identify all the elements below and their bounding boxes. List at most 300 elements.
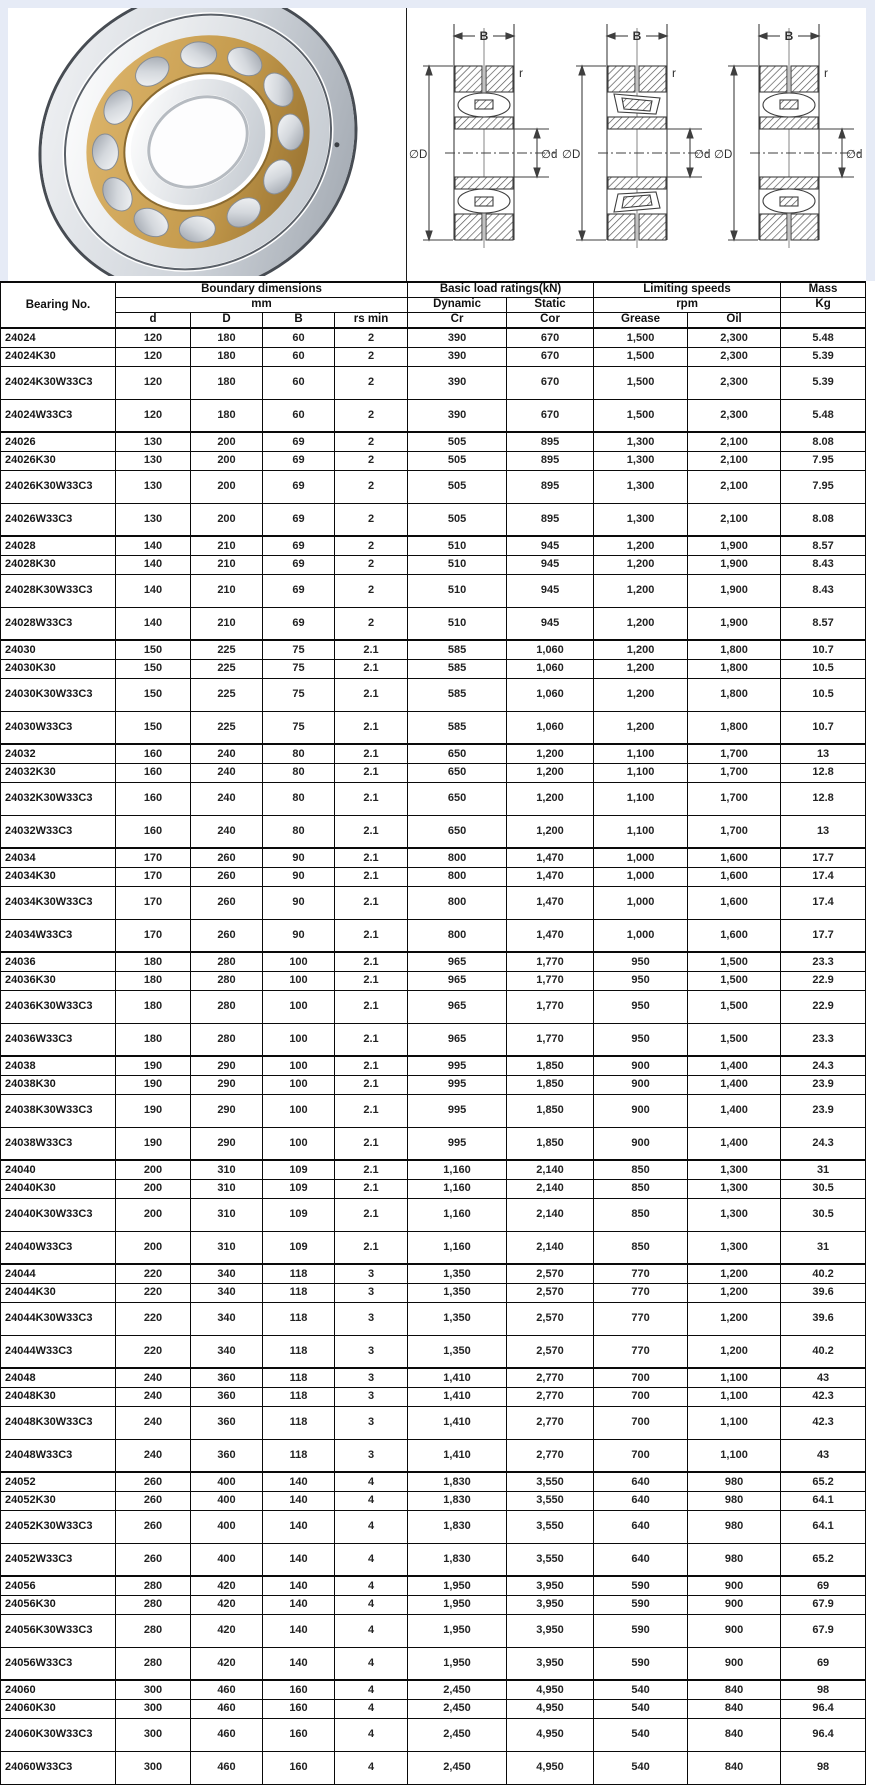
value-cell: 2,450 [408, 1718, 507, 1751]
technical-drawings-cell [406, 8, 866, 281]
value-cell: 130 [116, 470, 191, 503]
value-cell: 200 [191, 470, 263, 503]
value-cell: 210 [191, 574, 263, 607]
header-rs-min: rs min [335, 312, 408, 328]
value-cell: 200 [116, 1179, 191, 1198]
bearing-no-cell: 24040W33C3 [1, 1231, 116, 1264]
table-row [1, 1231, 866, 1264]
value-cell: 4,950 [507, 1751, 594, 1784]
value-cell: 160 [116, 763, 191, 782]
value-cell: 1,000 [594, 886, 688, 919]
bearing-no-cell: 24028W33C3 [1, 607, 116, 640]
table-row [1, 347, 866, 366]
value-cell: 895 [507, 432, 594, 451]
value-cell: 1,100 [688, 1439, 781, 1472]
value-cell: 2,100 [688, 451, 781, 470]
value-cell: 1,300 [594, 503, 688, 536]
value-cell: 400 [191, 1472, 263, 1491]
value-cell: 1,100 [688, 1406, 781, 1439]
value-cell: 3 [335, 1264, 408, 1283]
value-cell: 460 [191, 1718, 263, 1751]
value-cell: 1,410 [408, 1368, 507, 1387]
value-cell: 840 [688, 1718, 781, 1751]
value-cell: 1,300 [688, 1160, 781, 1179]
value-cell: 1,300 [594, 470, 688, 503]
value-cell: 140 [263, 1576, 335, 1595]
value-cell: 1,700 [688, 815, 781, 848]
value-cell: 240 [116, 1439, 191, 1472]
value-cell: 2,770 [507, 1406, 594, 1439]
value-cell: 900 [688, 1614, 781, 1647]
value-cell: 180 [191, 399, 263, 432]
value-cell: 2.1 [335, 886, 408, 919]
value-cell: 7.95 [781, 470, 866, 503]
bearing-no-cell: 24032 [1, 744, 116, 763]
value-cell: 1,350 [408, 1283, 507, 1302]
bearing-no-cell: 24024 [1, 328, 116, 347]
table-row [1, 1023, 866, 1056]
value-cell: 850 [594, 1198, 688, 1231]
value-cell: 300 [116, 1680, 191, 1699]
table-row [1, 555, 866, 574]
value-cell: 150 [116, 659, 191, 678]
value-cell: 4 [335, 1751, 408, 1784]
value-cell: 67.9 [781, 1614, 866, 1647]
bearing-no-cell: 24036K30 [1, 971, 116, 990]
value-cell: 950 [594, 1023, 688, 1056]
value-cell: 420 [191, 1595, 263, 1614]
value-cell: 1,100 [688, 1387, 781, 1406]
value-cell: 140 [116, 574, 191, 607]
value-cell: 800 [408, 867, 507, 886]
value-cell: 10.7 [781, 640, 866, 659]
value-cell: 1,000 [594, 848, 688, 867]
value-cell: 1,200 [594, 536, 688, 555]
value-cell: 1,300 [594, 432, 688, 451]
value-cell: 900 [594, 1094, 688, 1127]
value-cell: 640 [594, 1510, 688, 1543]
value-cell: 2.1 [335, 1179, 408, 1198]
value-cell: 290 [191, 1094, 263, 1127]
value-cell: 4,950 [507, 1680, 594, 1699]
value-cell: 130 [116, 432, 191, 451]
value-cell: 160 [263, 1751, 335, 1784]
table-row [1, 1075, 866, 1094]
bearing-no-cell: 24056 [1, 1576, 116, 1595]
value-cell: 2.1 [335, 1198, 408, 1231]
value-cell: 770 [594, 1335, 688, 1368]
bearing-no-cell: 24024W33C3 [1, 399, 116, 432]
header-B: B [263, 312, 335, 328]
value-cell: 200 [191, 432, 263, 451]
value-cell: 60 [263, 328, 335, 347]
value-cell: 310 [191, 1179, 263, 1198]
value-cell: 160 [263, 1699, 335, 1718]
value-cell: 190 [116, 1127, 191, 1160]
value-cell: 3,950 [507, 1595, 594, 1614]
value-cell: 180 [191, 366, 263, 399]
value-cell: 1,950 [408, 1647, 507, 1680]
value-cell: 1,500 [594, 399, 688, 432]
value-cell: 2.1 [335, 848, 408, 867]
table-row [1, 763, 866, 782]
bearing-no-cell: 24034K30 [1, 867, 116, 886]
value-cell: 1,850 [507, 1056, 594, 1075]
value-cell: 2.1 [335, 1231, 408, 1264]
bearing-no-cell: 24052W33C3 [1, 1543, 116, 1576]
value-cell: 10.5 [781, 659, 866, 678]
value-cell: 505 [408, 470, 507, 503]
value-cell: 17.4 [781, 886, 866, 919]
value-cell: 4,950 [507, 1718, 594, 1751]
value-cell: 2.1 [335, 867, 408, 886]
value-cell: 2 [335, 399, 408, 432]
table-row [1, 1056, 866, 1075]
value-cell: 2,770 [507, 1387, 594, 1406]
dim-label-Od: ∅d [693, 149, 710, 161]
value-cell: 965 [408, 952, 507, 971]
table-row [1, 1335, 866, 1368]
header-basic-load-ratings: Basic load ratings(kN) [408, 282, 594, 297]
value-cell: 1,830 [408, 1491, 507, 1510]
value-cell: 69 [263, 536, 335, 555]
spherical-roller-bearing-photo [8, 8, 388, 276]
header-cor: Cor [507, 312, 594, 328]
value-cell: 180 [116, 1023, 191, 1056]
value-cell: 3,550 [507, 1543, 594, 1576]
value-cell: 120 [116, 347, 191, 366]
value-cell: 240 [116, 1368, 191, 1387]
value-cell: 1,100 [594, 763, 688, 782]
value-cell: 150 [116, 678, 191, 711]
value-cell: 505 [408, 451, 507, 470]
bearing-no-cell: 24056W33C3 [1, 1647, 116, 1680]
value-cell: 850 [594, 1231, 688, 1264]
dim-label-r: r [823, 66, 828, 80]
value-cell: 31 [781, 1160, 866, 1179]
value-cell: 60 [263, 366, 335, 399]
table-row [1, 1647, 866, 1680]
value-cell: 80 [263, 744, 335, 763]
value-cell: 510 [408, 574, 507, 607]
bearing-no-cell: 24032K30 [1, 763, 116, 782]
value-cell: 2,300 [688, 399, 781, 432]
value-cell: 140 [263, 1543, 335, 1576]
value-cell: 69 [263, 607, 335, 640]
value-cell: 540 [594, 1751, 688, 1784]
value-cell: 90 [263, 919, 335, 952]
value-cell: 590 [594, 1647, 688, 1680]
value-cell: 22.9 [781, 990, 866, 1023]
value-cell: 2.1 [335, 919, 408, 952]
table-row [1, 451, 866, 470]
value-cell: 225 [191, 711, 263, 744]
value-cell: 1,900 [688, 536, 781, 555]
dim-label-B: B [632, 29, 641, 43]
bearing-no-cell: 24052K30 [1, 1491, 116, 1510]
value-cell: 1,200 [688, 1302, 781, 1335]
value-cell: 3 [335, 1302, 408, 1335]
value-cell: 240 [116, 1387, 191, 1406]
value-cell: 1,200 [594, 678, 688, 711]
header-oil: Oil [688, 312, 781, 328]
value-cell: 510 [408, 555, 507, 574]
top-panel [0, 0, 875, 281]
value-cell: 1,700 [688, 763, 781, 782]
value-cell: 2,100 [688, 470, 781, 503]
value-cell: 118 [263, 1439, 335, 1472]
value-cell: 118 [263, 1387, 335, 1406]
value-cell: 505 [408, 432, 507, 451]
bearing-no-cell: 24036 [1, 952, 116, 971]
value-cell: 1,200 [507, 782, 594, 815]
table-row [1, 1368, 866, 1387]
value-cell: 1,600 [688, 886, 781, 919]
value-cell: 1,300 [688, 1179, 781, 1198]
value-cell: 80 [263, 815, 335, 848]
value-cell: 2 [335, 555, 408, 574]
value-cell: 980 [688, 1491, 781, 1510]
value-cell: 945 [507, 555, 594, 574]
value-cell: 130 [116, 503, 191, 536]
value-cell: 1,160 [408, 1179, 507, 1198]
value-cell: 700 [594, 1406, 688, 1439]
header-mass: Mass [781, 282, 866, 297]
value-cell: 1,500 [594, 328, 688, 347]
value-cell: 240 [191, 815, 263, 848]
value-cell: 280 [191, 990, 263, 1023]
value-cell: 240 [191, 782, 263, 815]
value-cell: 8.43 [781, 555, 866, 574]
value-cell: 1,470 [507, 867, 594, 886]
value-cell: 1,100 [688, 1368, 781, 1387]
value-cell: 1,470 [507, 919, 594, 952]
value-cell: 210 [191, 536, 263, 555]
value-cell: 390 [408, 399, 507, 432]
value-cell: 770 [594, 1283, 688, 1302]
value-cell: 1,900 [688, 555, 781, 574]
value-cell: 69 [263, 470, 335, 503]
value-cell: 64.1 [781, 1491, 866, 1510]
bearing-no-cell: 24048K30 [1, 1387, 116, 1406]
value-cell: 1,200 [594, 555, 688, 574]
table-row [1, 1751, 866, 1784]
value-cell: 340 [191, 1283, 263, 1302]
value-cell: 540 [594, 1680, 688, 1699]
table-row [1, 886, 866, 919]
dim-label-Od: ∅d [845, 149, 863, 161]
value-cell: 3 [335, 1368, 408, 1387]
value-cell: 900 [594, 1056, 688, 1075]
value-cell: 69 [263, 574, 335, 607]
value-cell: 140 [263, 1472, 335, 1491]
value-cell: 69 [263, 432, 335, 451]
value-cell: 510 [408, 536, 507, 555]
value-cell: 390 [408, 347, 507, 366]
value-cell: 1,600 [688, 919, 781, 952]
value-cell: 2.1 [335, 952, 408, 971]
value-cell: 2.1 [335, 678, 408, 711]
value-cell: 965 [408, 971, 507, 990]
value-cell: 360 [191, 1439, 263, 1472]
value-cell: 1,060 [507, 659, 594, 678]
value-cell: 3 [335, 1283, 408, 1302]
value-cell: 2.1 [335, 763, 408, 782]
bearing-no-cell: 24038K30 [1, 1075, 116, 1094]
dim-label-B: B [784, 29, 794, 43]
value-cell: 670 [507, 399, 594, 432]
value-cell: 980 [688, 1510, 781, 1543]
bearing-no-cell: 24032W33C3 [1, 815, 116, 848]
value-cell: 995 [408, 1075, 507, 1094]
value-cell: 2,100 [688, 503, 781, 536]
value-cell: 260 [116, 1510, 191, 1543]
value-cell: 2,140 [507, 1179, 594, 1198]
value-cell: 2 [335, 451, 408, 470]
table-row [1, 536, 866, 555]
value-cell: 1,160 [408, 1231, 507, 1264]
table-row [1, 1198, 866, 1231]
value-cell: 2,450 [408, 1680, 507, 1699]
bearing-cross-section-drawing [562, 14, 712, 254]
value-cell: 280 [191, 971, 263, 990]
value-cell: 2,140 [507, 1198, 594, 1231]
table-row [1, 399, 866, 432]
value-cell: 2,570 [507, 1283, 594, 1302]
bearing-no-cell: 24048W33C3 [1, 1439, 116, 1472]
value-cell: 23.3 [781, 952, 866, 971]
table-row [1, 867, 866, 886]
value-cell: 585 [408, 711, 507, 744]
value-cell: 2.1 [335, 815, 408, 848]
value-cell: 60 [263, 399, 335, 432]
value-cell: 8.43 [781, 574, 866, 607]
bearing-no-cell: 24030W33C3 [1, 711, 116, 744]
value-cell: 400 [191, 1491, 263, 1510]
value-cell: 23.3 [781, 1023, 866, 1056]
value-cell: 280 [116, 1595, 191, 1614]
table-row [1, 952, 866, 971]
value-cell: 220 [116, 1335, 191, 1368]
value-cell: 280 [116, 1576, 191, 1595]
value-cell: 2,140 [507, 1231, 594, 1264]
value-cell: 60 [263, 347, 335, 366]
value-cell: 109 [263, 1160, 335, 1179]
value-cell: 1,200 [594, 607, 688, 640]
table-row [1, 659, 866, 678]
value-cell: 1,060 [507, 678, 594, 711]
value-cell: 360 [191, 1368, 263, 1387]
bearing-no-cell: 24056K30W33C3 [1, 1614, 116, 1647]
value-cell: 140 [263, 1595, 335, 1614]
value-cell: 100 [263, 952, 335, 971]
dim-label-OD: ∅D [561, 149, 580, 161]
value-cell: 225 [191, 678, 263, 711]
value-cell: 100 [263, 1023, 335, 1056]
value-cell: 510 [408, 607, 507, 640]
header-cr: Cr [408, 312, 507, 328]
table-row [1, 1302, 866, 1335]
value-cell: 360 [191, 1406, 263, 1439]
value-cell: 17.7 [781, 848, 866, 867]
value-cell: 1,770 [507, 1023, 594, 1056]
header-D: D [191, 312, 263, 328]
bearing-no-cell: 24044 [1, 1264, 116, 1283]
value-cell: 140 [116, 555, 191, 574]
table-row [1, 432, 866, 451]
value-cell: 505 [408, 503, 507, 536]
value-cell: 670 [507, 366, 594, 399]
value-cell: 1,350 [408, 1264, 507, 1283]
value-cell: 1,500 [688, 952, 781, 971]
value-cell: 210 [191, 555, 263, 574]
value-cell: 1,160 [408, 1198, 507, 1231]
value-cell: 1,200 [688, 1283, 781, 1302]
value-cell: 240 [191, 763, 263, 782]
value-cell: 2 [335, 328, 408, 347]
value-cell: 10.5 [781, 678, 866, 711]
value-cell: 420 [191, 1614, 263, 1647]
table-row [1, 1179, 866, 1198]
table-row [1, 1406, 866, 1439]
header-bearing-no: Bearing No. [1, 282, 116, 328]
value-cell: 39.6 [781, 1283, 866, 1302]
value-cell: 280 [191, 1023, 263, 1056]
table-row [1, 470, 866, 503]
table-row [1, 711, 866, 744]
value-cell: 150 [116, 640, 191, 659]
value-cell: 640 [594, 1472, 688, 1491]
value-cell: 1,830 [408, 1510, 507, 1543]
bearing-no-cell: 24056K30 [1, 1595, 116, 1614]
value-cell: 1,200 [507, 763, 594, 782]
value-cell: 1,060 [507, 640, 594, 659]
header-grease: Grease [594, 312, 688, 328]
value-cell: 1,500 [594, 347, 688, 366]
value-cell: 310 [191, 1198, 263, 1231]
value-cell: 160 [116, 815, 191, 848]
table-row [1, 1576, 866, 1595]
value-cell: 4 [335, 1576, 408, 1595]
value-cell: 2,300 [688, 366, 781, 399]
table-row [1, 503, 866, 536]
value-cell: 1,800 [688, 678, 781, 711]
table-header [1, 282, 866, 328]
value-cell: 360 [191, 1387, 263, 1406]
value-cell: 4 [335, 1510, 408, 1543]
value-cell: 1,470 [507, 848, 594, 867]
value-cell: 17.7 [781, 919, 866, 952]
table-row [1, 1094, 866, 1127]
value-cell: 4 [335, 1595, 408, 1614]
value-cell: 120 [116, 366, 191, 399]
header-d: d [116, 312, 191, 328]
bearing-spec-table [0, 281, 866, 1785]
bearing-no-cell: 24034 [1, 848, 116, 867]
value-cell: 2 [335, 470, 408, 503]
value-cell: 17.4 [781, 867, 866, 886]
product-photo-cell [8, 8, 406, 281]
table-row [1, 1699, 866, 1718]
value-cell: 895 [507, 470, 594, 503]
value-cell: 460 [191, 1751, 263, 1784]
value-cell: 650 [408, 744, 507, 763]
value-cell: 1,200 [594, 640, 688, 659]
value-cell: 3 [335, 1406, 408, 1439]
value-cell: 100 [263, 1056, 335, 1075]
value-cell: 700 [594, 1368, 688, 1387]
value-cell: 460 [191, 1699, 263, 1718]
